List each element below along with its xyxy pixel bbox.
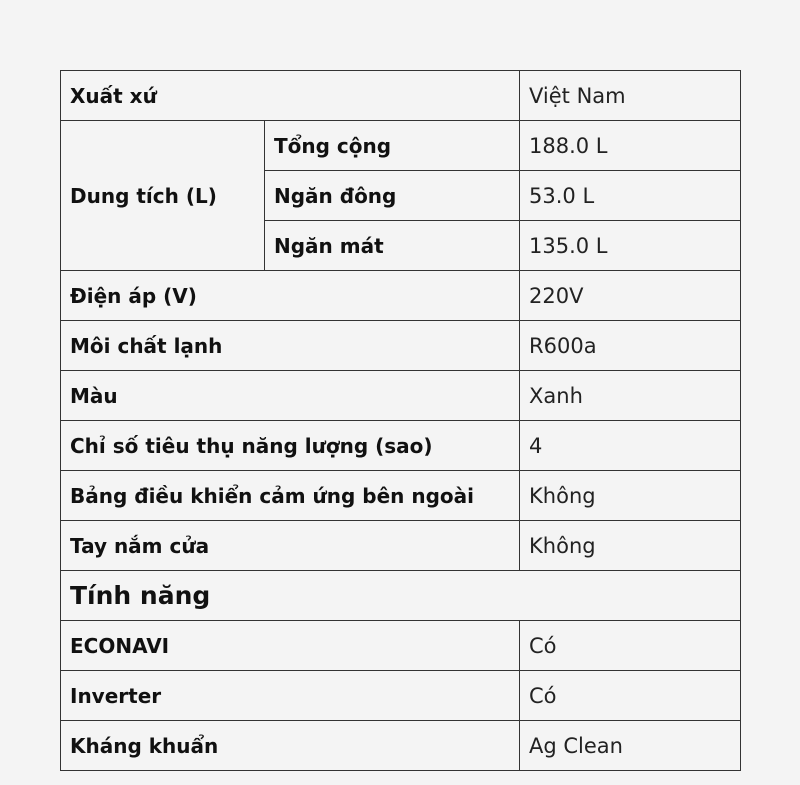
spec-sublabel: Ngăn đông [265,171,520,221]
spec-value: 188.0 L [520,121,741,171]
spec-label: Màu [61,371,520,421]
spec-sublabel: Ngăn mát [265,221,520,271]
spec-value: 53.0 L [520,171,741,221]
spec-row-capacity-total [61,121,741,171]
spec-label: Chỉ số tiêu thụ năng lượng (sao) [61,421,520,471]
feature-value: Có [520,621,741,671]
spec-row-voltage [61,271,741,321]
spec-row-origin [61,71,741,121]
spec-value: 4 [520,421,741,471]
spec-label: Tay nắm cửa [61,521,520,571]
spec-value: Xanh [520,371,741,421]
spec-row-energy-rating [61,421,741,471]
spec-row-touch-panel [61,471,741,521]
spec-row-color [61,371,741,421]
spec-label: Xuất xứ [61,71,520,121]
spec-sublabel: Tổng cộng [265,121,520,171]
feature-label: Inverter [61,671,520,721]
spec-row-door-handle [61,521,741,571]
spec-value: Không [520,521,741,571]
feature-value: Ag Clean [520,721,741,771]
feature-label: Kháng khuẩn [61,721,520,771]
spec-value: R600a [520,321,741,371]
spec-value: Việt Nam [520,71,741,121]
spec-label-capacity: Dung tích (L) [61,121,265,271]
feature-row-inverter [61,671,741,721]
spec-table [60,70,741,771]
feature-row-econavi [61,621,741,671]
spec-value: Không [520,471,741,521]
feature-value: Có [520,671,741,721]
features-heading-row [61,571,741,621]
feature-row-antibacterial [61,721,741,771]
features-heading: Tính năng [61,571,741,621]
feature-label: ECONAVI [61,621,520,671]
spec-value: 135.0 L [520,221,741,271]
spec-label: Bảng điều khiển cảm ứng bên ngoài [61,471,520,521]
spec-value: 220V [520,271,741,321]
spec-label: Điện áp (V) [61,271,520,321]
spec-label: Môi chất lạnh [61,321,520,371]
spec-row-refrigerant [61,321,741,371]
